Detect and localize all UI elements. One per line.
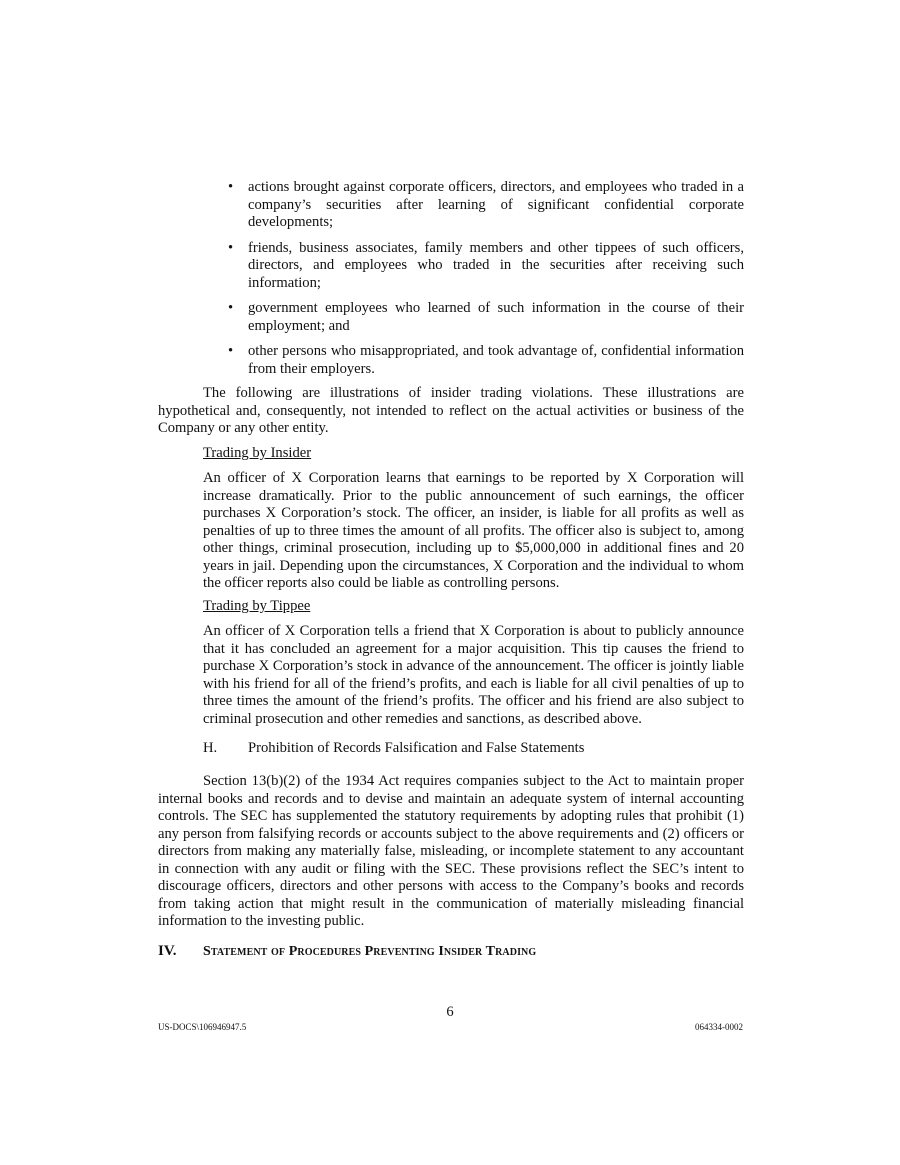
bullet-icon: • [228,300,234,316]
section-h-body: Section 13(b)(2) of the 1934 Act requires companies subject to the Act to maintain proper internal books and records and to devise and maintain an adequate system of internal accounting controls. The SEC has supplemented the statutory requirements by adopting rules that prohibit (1) any person from falsifying records or accounts subject to the above requirements and (2) officers or directors from making any materially false, misleading, or incomplete statement to any accountant in connection with any audit or filing with the SEC. These provisions reflect the SEC’s intent to discourage officers, directors and other persons with access to the Company’s books and records from taking action that might result in the communication of materially misleading financial information to the investing public. [158,773,744,929]
bullet-icon: • [228,239,234,256]
list-item [228,179,744,232]
section-heading-h [203,740,584,758]
bullet-icon: • [228,343,234,359]
bullet-text: friends, business associates, family members and other tippees of such officers, directors, and employees who traded in the securities after receiving such information; [248,239,744,291]
bullet-text: actions brought against corporate officers, directors, and employees who traded in a company’s securities after learning of significant confidential corporate developments; [248,179,744,230]
bullet-icon: • [228,179,234,195]
section-letter: H. [203,740,218,756]
part-number: IV. [158,943,177,959]
footer-doc-id: US-DOCS\106946947.5 [158,1022,247,1032]
intro-paragraph: The following are illustrations of insider trading violations. These illustrations are hypothetical and, consequently, not intended to reflect on the actual activities or business of the Company or any other entity. [158,385,744,436]
bullet-text: government employees who learned of such information in the course of their employment; and [248,300,744,334]
example-heading-tippee: Trading by Tippee [203,598,311,614]
bullet-list [228,179,744,386]
list-item [228,240,744,293]
section-title: Prohibition of Records Falsification and False Statements [248,740,585,756]
example-body-insider: An officer of X Corporation learns that earnings to be reported by X Corporation will increase dramatically. Prior to the public announcement of such earnings, the officer purchases X Corporation’s stock. The officer, an insider, is liable for all profits as well as penalties of up to three times the amount of all profits. The officer also is subject to, among other things, criminal prosecution, including up to $5,000,000 in additional fines and 20 years in jail. Depending upon the circumstances, X Corporation and the individual to whom the officer reports also could be liable as controlling persons. [203,470,744,591]
page-number: 6 [446,1004,454,1020]
bullet-text: other persons who misappropriated, and took advantage of, confidential information from their employers. [248,343,744,377]
example-body-tippee: An officer of X Corporation tells a friend that X Corporation is about to publicly announce that it has concluded an agreement for a major acquisition. This tip causes the friend to purchase X Corporation’s stock in advance of the announcement. The officer is jointly liable with his friend for all of the friend’s profits, and each is liable for all civil penalties of up to three times the amount of the friend’s profits. The officer and his friend are also subject to criminal prosecution and other remedies and sanctions, as described above. [203,623,744,727]
example-heading-insider: Trading by Insider [203,445,312,461]
list-item [228,343,744,378]
list-item [228,300,744,335]
part-heading [158,943,536,961]
footer-matter-id: 064334-0002 [695,1022,743,1032]
part-title: Statement of Procedures Preventing Insider Trading [203,944,537,959]
